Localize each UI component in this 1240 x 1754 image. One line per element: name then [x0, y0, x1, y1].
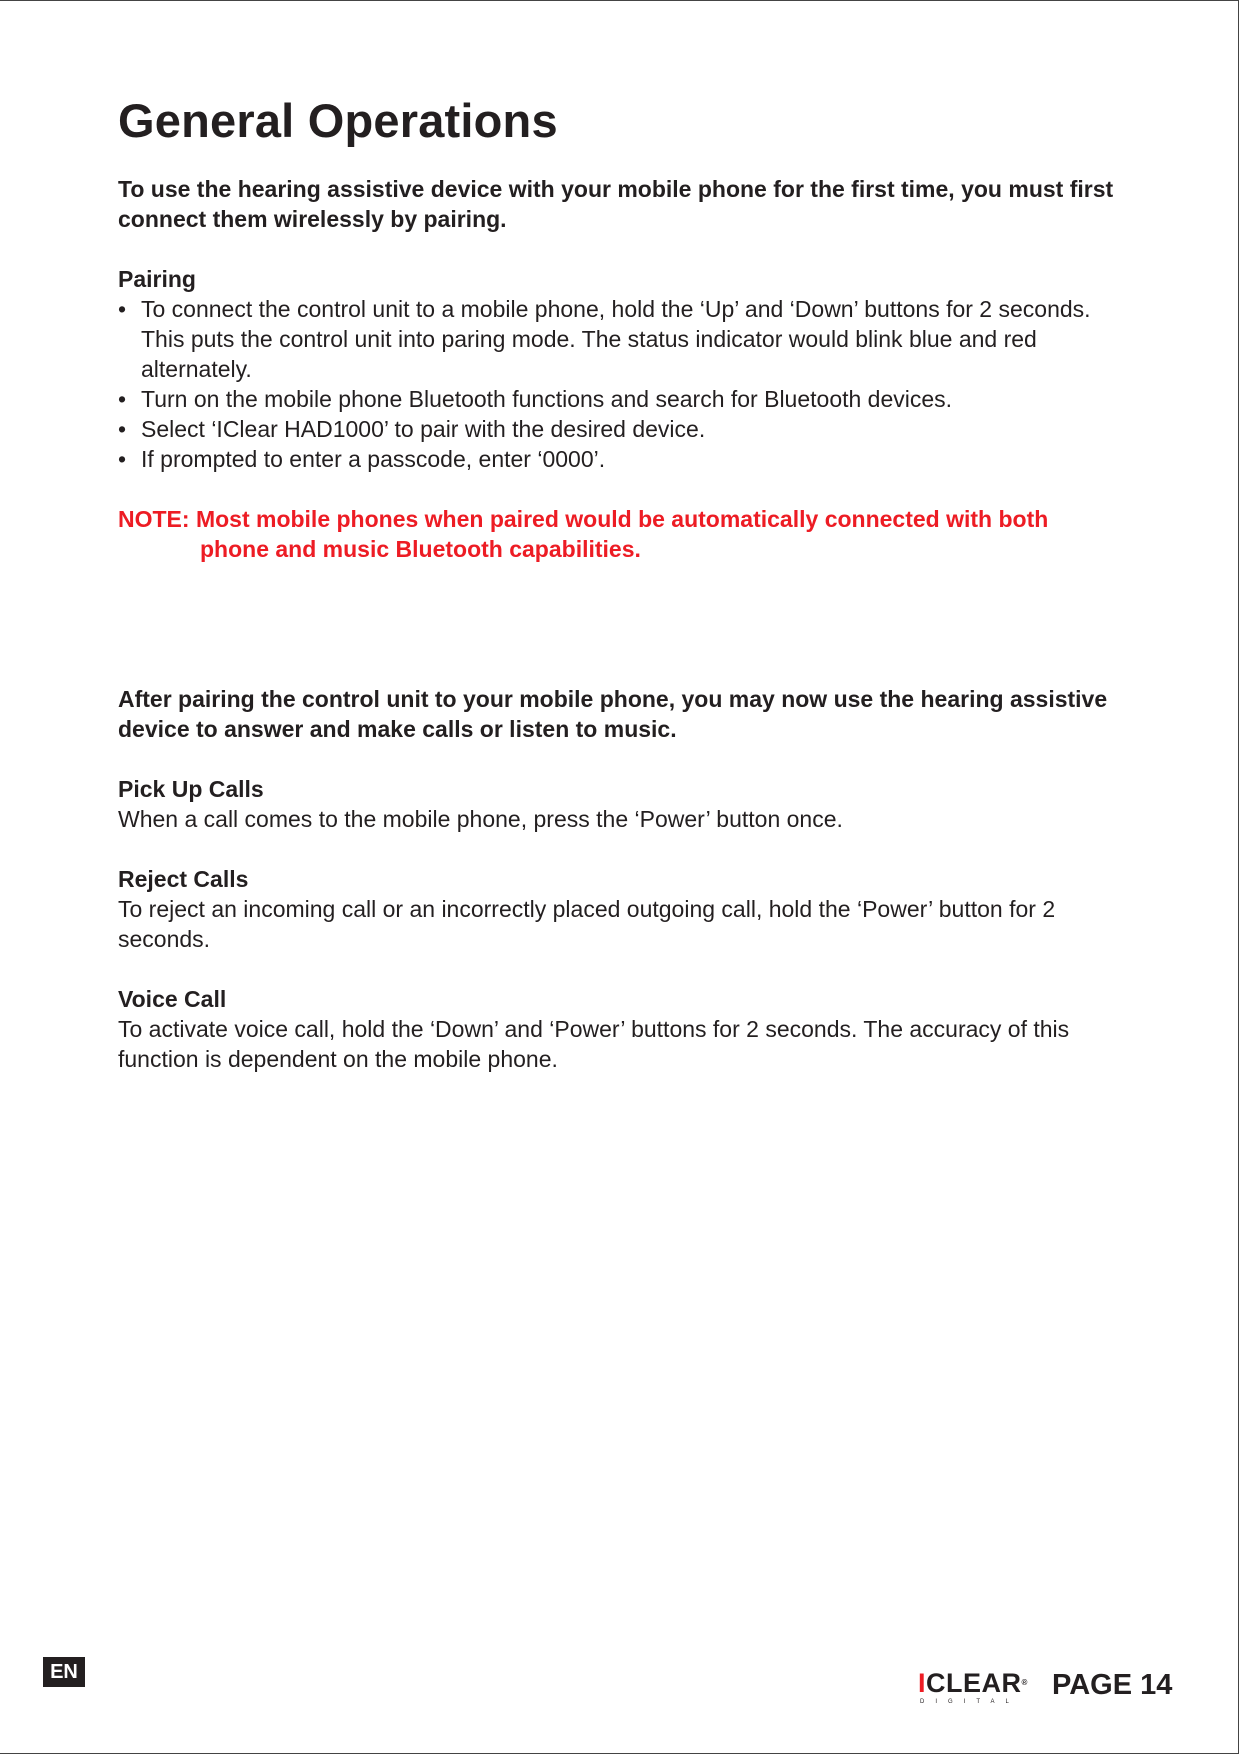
pairing-bullet: • If prompted to enter a passcode, enter ‘0000’. [118, 444, 1118, 474]
reject-calls-heading: Reject Calls [118, 866, 249, 892]
spacer [118, 954, 1118, 984]
page-title: General Operations [118, 94, 558, 147]
logo-wordmark [918, 1668, 1030, 1698]
note-callout: NOTE: Most mobile phones when paired would be automatically connected with both phone and music Bluetooth capabilities. [118, 506, 1049, 562]
logo-subtitle: DIGITAL [920, 1699, 1020, 1705]
pairing-bullet-list [118, 294, 1118, 474]
pick-up-calls-text: When a call comes to the mobile phone, press the ‘Power’ button once. [118, 806, 843, 832]
language-badge: EN [43, 1657, 85, 1687]
pairing-bullet: • Turn on the mobile phone Bluetooth functions and search for Bluetooth devices. [118, 384, 1118, 414]
logo-word-rest: CLEAR [926, 1668, 1022, 1698]
document-body [118, 90, 1118, 1074]
spacer [118, 744, 1118, 774]
spacer [118, 234, 1118, 264]
pairing-bullet: • To connect the control unit to a mobile phone, hold the ‘Up’ and ‘Down’ buttons for 2 seconds. This puts the control unit into paring mode. The status indicator would blink blue and red alternately. [118, 294, 1118, 384]
logo-trademark: ® [1021, 1678, 1028, 1687]
spacer [118, 564, 1118, 684]
pick-up-calls-heading: Pick Up Calls [118, 776, 264, 802]
reject-calls-text: To reject an incoming call or an incorrectly placed outgoing call, hold the ‘Power’ button for 2 seconds. [118, 896, 1056, 952]
after-pairing-paragraph: After pairing the control unit to your mobile phone, you may now use the hearing assistive device to answer and make calls or listen to music. [118, 686, 1108, 742]
pairing-bullet: • Select ‘IClear HAD1000’ to pair with the desired device. [118, 414, 1118, 444]
pairing-heading: Pairing [118, 266, 196, 292]
intro-paragraph: To use the hearing assistive device with your mobile phone for the first time, you must first connect them wirelessly by pairing. [118, 176, 1114, 232]
voice-call-text: To activate voice call, hold the ‘Down’ and ‘Power’ buttons for 2 seconds. The accuracy of this function is dependent on the mobile phone. [118, 1016, 1070, 1072]
voice-call-heading: Voice Call [118, 986, 227, 1012]
spacer [118, 474, 1118, 504]
page-number: PAGE 14 [1052, 1669, 1173, 1701]
logo-letter-i: I [918, 1668, 927, 1698]
iclear-logo [918, 1668, 1030, 1710]
spacer [118, 834, 1118, 864]
